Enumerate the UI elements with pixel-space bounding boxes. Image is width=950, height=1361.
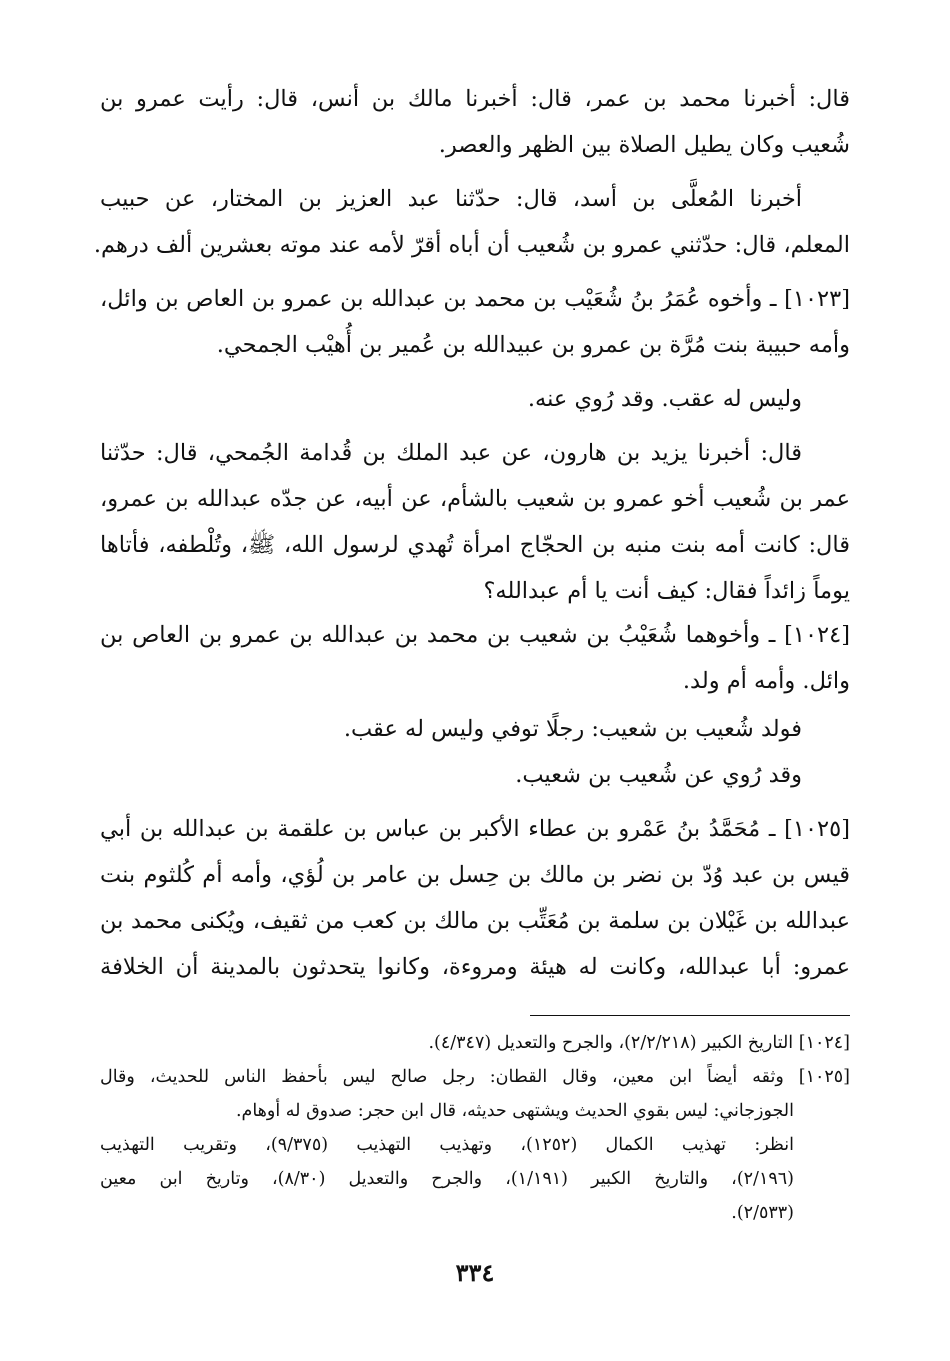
document-page (93, 0, 850, 1361)
entry-1024-line-1: [١٠٢٤] ـ وأخوهما شُعَيْبُ بن شعيب بن محمد بن عبدالله بن عمرو بن العاص بن (100, 622, 850, 648)
body-line-14: فولد شُعيب بن شعيب: رجلًا توفي وليس له عقب. (343, 716, 802, 742)
entry-1025-line-2: قيس بن عبد وُدّ بن نضر بن مالك بن حِسل بن عامر بن لُؤي، وأمه أم كُلثوم بنت (100, 862, 850, 888)
body-line-7: وليس له عقب. وقد رُوي عنه. (527, 386, 802, 412)
body-line-2: شُعيب وكان يطيل الصلاة بين الظهر والعصر. (438, 132, 850, 158)
body-line-10: قال: كانت أمه بنت منبه بن الحجّاج امرأة تُهدي لرسول الله، ﷺ، وتُلْطفه، فأتاها (100, 532, 850, 558)
body-line-11: يوماً زائداً فقال: كيف أنت يا أم عبدالله؟ (483, 578, 850, 604)
footnote-1024: [١٠٢٤] التاريخ الكبير (٢/٢/٢١٨)، والجرح والتعديل (٤/٣٤٧). (428, 1033, 850, 1053)
footnote-1025-line-5: (٢/٥٣٣). (731, 1203, 794, 1223)
body-line-9: عمر بن شُعيب أخو عمرو بن شعيب بالشأم، عن أبيه، عن جدّه عبدالله بن عمرو، (100, 486, 850, 512)
entry-1025-line-1: [١٠٢٥] ـ مُحَمَّدُ بنُ عَمْرو بن عطاء الأكبر بن عباس بن علقمة بن عبدالله بن أبي (100, 816, 850, 842)
entry-1024-line-2: وائل. وأمه أم ولد. (682, 668, 850, 694)
footnote-1025-line-2: الجوزجاني: ليس بقوي الحديث ويشتهى حديثه، قال ابن حجر: صدوق له أوهام. (235, 1101, 794, 1121)
footnote-1025-line-1: [١٠٢٥] وثقه أيضاً ابن معين، وقال القطان: رجل صالح ليس بأحفظ الناس للحديث، وقال (100, 1067, 850, 1087)
footnote-1025-line-4: (٢/١٩٦)، والتاريخ الكبير (١/١٩١)، والجرح والتعديل (٨/٣٠)، وتاريخ ابن معين (100, 1169, 794, 1189)
body-line-1: قال: أخبرنا محمد بن عمر، قال: أخبرنا مالك بن أنس، قال: رأيت عمرو بن (100, 86, 850, 112)
body-line-15: وقد رُوي عن شُعيب بن شعيب. (515, 762, 802, 788)
body-line-4: المعلم، قال: حدّثني عمرو بن شُعيب أن أباه أقرّ لأمه عند موته بعشرين ألف درهم. (93, 232, 850, 258)
entry-1025-line-3: عبدالله بن غَيْلان بن سلمة بن مُعَتِّب بن مالك بن كعب من ثقيف، ويُكنى محمد بن (100, 908, 850, 934)
body-line-3: أخبرنا المُعلَّى بن أسد، قال: حدّثنا عبد العزيز بن المختار، عن حبيب (100, 186, 802, 212)
body-line-8: قال: أخبرنا يزيد بن هارون، عن عبد الملك بن قُدامة الجُمحي، قال: حدّثنا (100, 440, 802, 466)
footnote-1025-line-3: انظر: تهذيب الكمال (١٢٥٢)، وتهذيب التهذيب (٩/٣٧٥)، وتقريب التهذيب (100, 1135, 794, 1155)
entry-1025-line-4: عمرو: أبا عبدالله، وكانت له هيئة ومروءة، وكانوا يتحدثون بالمدينة أن الخلافة (100, 954, 850, 980)
page-number: ٣٣٤ (455, 1258, 495, 1287)
entry-1023-line-2: وأمه حبيبة بنت مُرَّة بن عمرو بن عبيدالله بن عُمير بن أُهيْب الجمحي. (216, 332, 850, 358)
footnote-divider (530, 1015, 850, 1016)
entry-1023-line-1: [١٠٢٣] ـ وأخوه عُمَرُ بنُ شُعَيْب بن محمد بن عبدالله بن عمرو بن العاص بن وائل، (100, 286, 850, 312)
